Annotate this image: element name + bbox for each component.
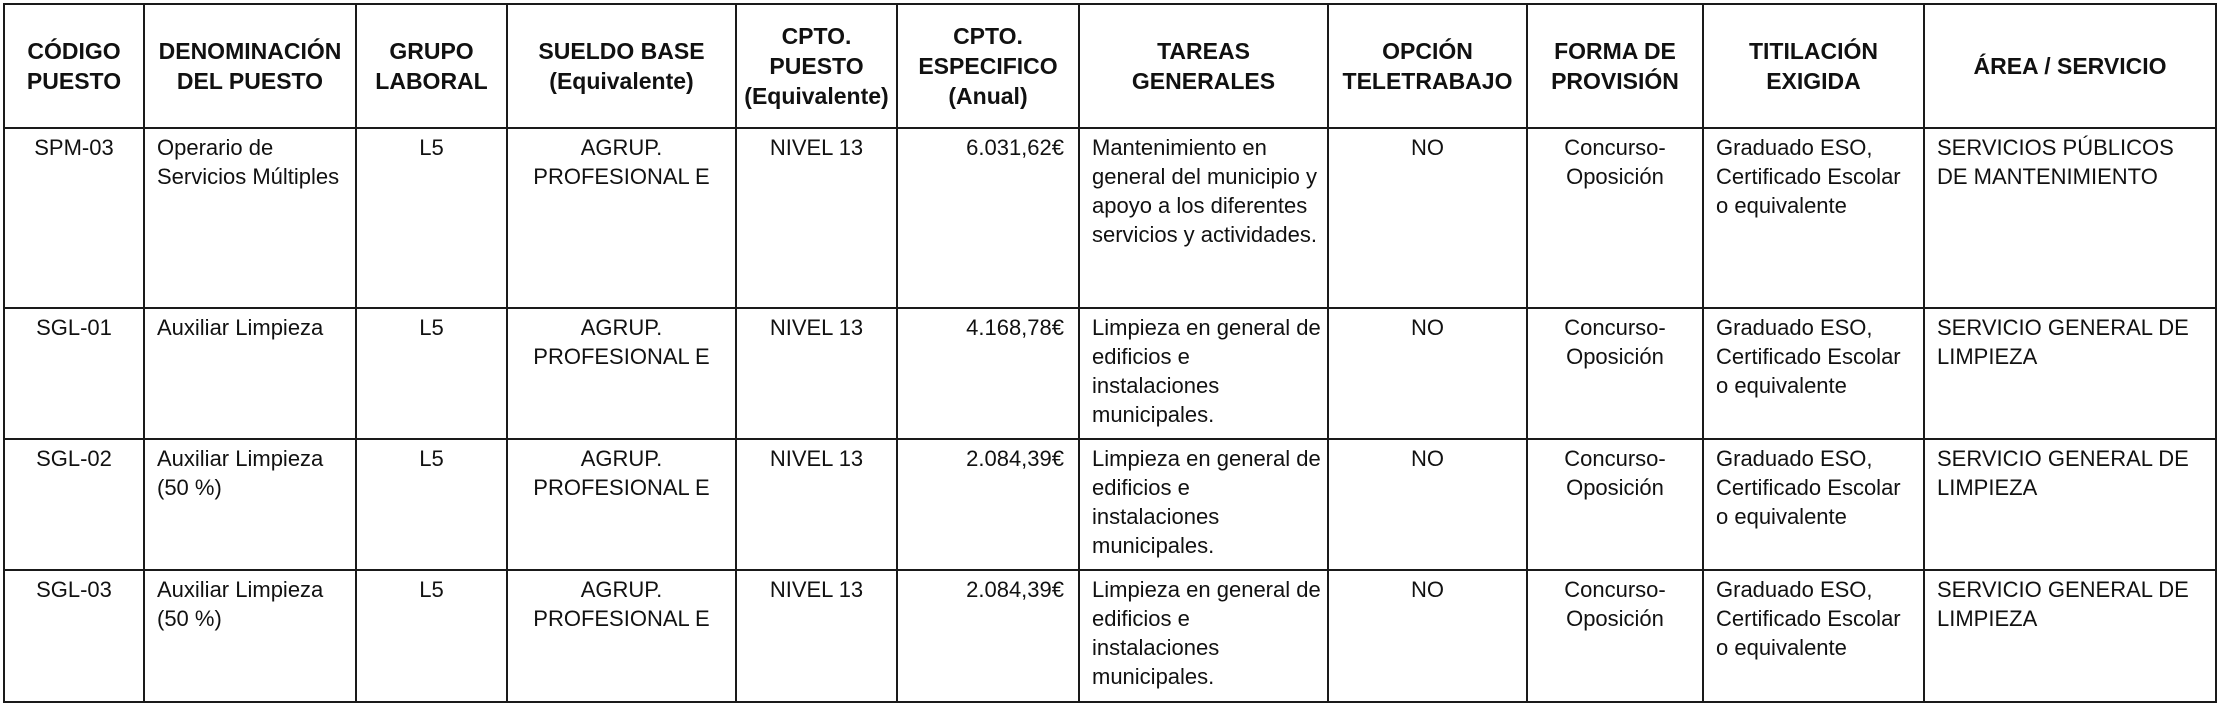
cell-puesto: NIVEL 13 (736, 570, 897, 702)
job-positions-table-container (3, 3, 2215, 703)
header-denominacion: DENOMINACIÓN DEL PUESTO (144, 4, 356, 128)
cell-provision: Concurso-Oposición (1527, 128, 1703, 308)
cell-provision: Concurso-Oposición (1527, 439, 1703, 570)
job-positions-table (3, 3, 2217, 703)
table-row (4, 308, 2216, 439)
table-row (4, 439, 2216, 570)
header-row (4, 4, 2216, 128)
cell-titulacion: Graduado ESO, Certificado Escolar o equivalente (1703, 439, 1924, 570)
cell-teletrabajo: NO (1328, 570, 1527, 702)
cell-area: SERVICIO GENERAL DE LIMPIEZA (1924, 439, 2216, 570)
cell-grupo: L5 (356, 570, 507, 702)
cell-grupo: L5 (356, 439, 507, 570)
cell-denominacion: Auxiliar Limpieza (144, 308, 356, 439)
cell-especifico: 2.084,39€ (897, 439, 1079, 570)
table-row (4, 570, 2216, 702)
cell-titulacion: Graduado ESO, Certificado Escolar o equivalente (1703, 570, 1924, 702)
cell-denominacion: Auxiliar Limpieza (50 %) (144, 570, 356, 702)
header-forma-provision: FORMA DE PROVISIÓN (1527, 4, 1703, 128)
cell-tareas: Mantenimiento en general del municipio y apoyo a los diferentes servicios y actividades. (1079, 128, 1328, 308)
header-grupo-laboral: GRUPO LABORAL (356, 4, 507, 128)
cell-puesto: NIVEL 13 (736, 439, 897, 570)
header-sueldo-base: SUELDO BASE (Equivalente) (507, 4, 736, 128)
cell-tareas: Limpieza en general de edificios e instalaciones municipales. (1079, 308, 1328, 439)
cell-sueldo: AGRUP. PROFESIONAL E (507, 570, 736, 702)
cell-area: SERVICIOS PÚBLICOS DE MANTENIMIENTO (1924, 128, 2216, 308)
cell-tareas: Limpieza en general de edificios e instalaciones municipales. (1079, 570, 1328, 702)
cell-puesto: NIVEL 13 (736, 308, 897, 439)
cell-tareas: Limpieza en general de edificios e instalaciones municipales. (1079, 439, 1328, 570)
header-tareas-generales: TAREAS GENERALES (1079, 4, 1328, 128)
cell-sueldo: AGRUP. PROFESIONAL E (507, 128, 736, 308)
cell-sueldo: AGRUP. PROFESIONAL E (507, 439, 736, 570)
cell-titulacion: Graduado ESO, Certificado Escolar o equivalente (1703, 128, 1924, 308)
cell-codigo: SGL-01 (4, 308, 144, 439)
header-cpto-especifico: CPTO. ESPECIFICO (Anual) (897, 4, 1079, 128)
cell-area: SERVICIO GENERAL DE LIMPIEZA (1924, 308, 2216, 439)
cell-teletrabajo: NO (1328, 439, 1527, 570)
cell-provision: Concurso-Oposición (1527, 308, 1703, 439)
header-cpto-puesto: CPTO. PUESTO (Equivalente) (736, 4, 897, 128)
cell-codigo: SGL-03 (4, 570, 144, 702)
cell-denominacion: Auxiliar Limpieza (50 %) (144, 439, 356, 570)
cell-sueldo: AGRUP. PROFESIONAL E (507, 308, 736, 439)
cell-teletrabajo: NO (1328, 308, 1527, 439)
cell-puesto: NIVEL 13 (736, 128, 897, 308)
cell-provision: Concurso-Oposición (1527, 570, 1703, 702)
cell-especifico: 2.084,39€ (897, 570, 1079, 702)
header-titulacion: TITILACIÓN EXIGIDA (1703, 4, 1924, 128)
cell-especifico: 4.168,78€ (897, 308, 1079, 439)
cell-grupo: L5 (356, 128, 507, 308)
cell-teletrabajo: NO (1328, 128, 1527, 308)
header-area-servicio: ÁREA / SERVICIO (1924, 4, 2216, 128)
cell-codigo: SPM-03 (4, 128, 144, 308)
table-row (4, 128, 2216, 308)
cell-denominacion: Operario de Servicios Múltiples (144, 128, 356, 308)
header-codigo-puesto: CÓDIGO PUESTO (4, 4, 144, 128)
cell-area: SERVICIO GENERAL DE LIMPIEZA (1924, 570, 2216, 702)
header-opcion-teletrabajo: OPCIÓN TELETRABAJO (1328, 4, 1527, 128)
cell-titulacion: Graduado ESO, Certificado Escolar o equivalente (1703, 308, 1924, 439)
cell-especifico: 6.031,62€ (897, 128, 1079, 308)
cell-codigo: SGL-02 (4, 439, 144, 570)
cell-grupo: L5 (356, 308, 507, 439)
